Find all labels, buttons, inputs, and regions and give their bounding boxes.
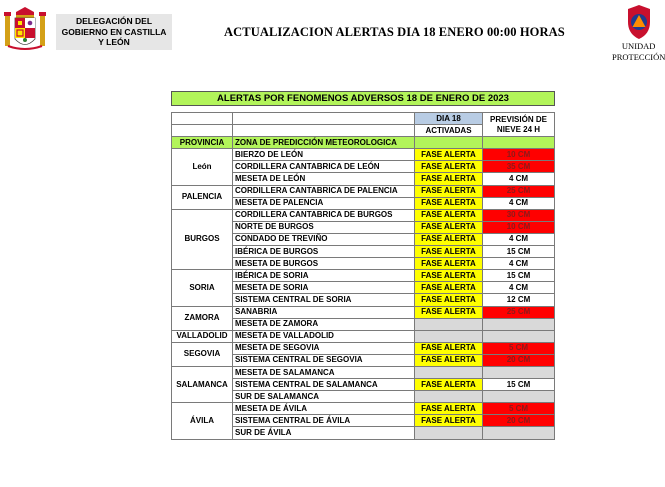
table-row <box>172 366 555 378</box>
alert-status <box>415 330 483 342</box>
spacer-row <box>172 106 555 113</box>
alert-status: FASE ALERTA <box>415 379 483 391</box>
zone-name: IBÉRICA DE SORIA <box>233 270 415 282</box>
snow-forecast: 20 CM <box>483 415 555 427</box>
snow-forecast: 15 CM <box>483 379 555 391</box>
alert-status: FASE ALERTA <box>415 403 483 415</box>
province-name: VALLADOLID <box>172 330 233 342</box>
header-row-1 <box>172 113 555 125</box>
alert-status: FASE ALERTA <box>415 270 483 282</box>
alert-status: FASE ALERTA <box>415 221 483 233</box>
civil-protection-logo-icon <box>624 4 654 40</box>
province-name: SALAMANCA <box>172 366 233 402</box>
delegation-name: DELEGACIÓN DEL GOBIERNO EN CASTILLA Y LEÓN <box>61 16 167 48</box>
zone-name: SISTEMA CENTRAL DE SEGOVIA <box>233 354 415 366</box>
snow-forecast <box>483 391 555 403</box>
snow-forecast <box>483 330 555 342</box>
snow-forecast: 15 CM <box>483 246 555 258</box>
alert-status: FASE ALERTA <box>415 258 483 270</box>
alert-status <box>415 427 483 439</box>
province-name: ÁVILA <box>172 403 233 439</box>
alert-status: FASE ALERTA <box>415 342 483 354</box>
zone-name: SISTEMA CENTRAL DE ÁVILA <box>233 415 415 427</box>
zone-name: MESETA DE BURGOS <box>233 258 415 270</box>
zone-name: SUR DE ÁVILA <box>233 427 415 439</box>
column-provincia: PROVINCIA <box>172 137 233 149</box>
table-row <box>172 270 555 282</box>
province-name: BURGOS <box>172 209 233 269</box>
province-name: ZAMORA <box>172 306 233 330</box>
column-header-row <box>172 137 555 149</box>
delegation-name-box <box>56 14 172 50</box>
zone-name: SISTEMA CENTRAL DE SALAMANCA <box>233 379 415 391</box>
table-row <box>172 306 555 318</box>
zone-name: CORDILLERA CANTABRICA DE PALENCIA <box>233 185 415 197</box>
alert-status: FASE ALERTA <box>415 185 483 197</box>
snow-forecast: 12 CM <box>483 294 555 306</box>
alert-status <box>415 366 483 378</box>
table-title-row <box>172 92 555 106</box>
alert-status: FASE ALERTA <box>415 306 483 318</box>
zone-name: CONDADO DE TREVIÑO <box>233 233 415 245</box>
dia-label: DIA 18 <box>415 113 483 125</box>
zone-name: BIERZO DE LEÓN <box>233 149 415 161</box>
alert-status: FASE ALERTA <box>415 209 483 221</box>
zone-name: MESETA DE SORIA <box>233 282 415 294</box>
snow-forecast <box>483 366 555 378</box>
snow-forecast: 10 CM <box>483 221 555 233</box>
snow-forecast <box>483 427 555 439</box>
unit-label-line-2: PROTECCIÓN <box>612 52 665 62</box>
snow-forecast: 4 CM <box>483 282 555 294</box>
alert-status: FASE ALERTA <box>415 246 483 258</box>
zone-name: MESETA DE ÁVILA <box>233 403 415 415</box>
unit-label-line-1: UNIDAD <box>621 41 656 51</box>
snow-forecast: 30 CM <box>483 209 555 221</box>
province-name: SORIA <box>172 270 233 306</box>
alert-status: FASE ALERTA <box>415 415 483 427</box>
snow-forecast: 4 CM <box>483 233 555 245</box>
snow-forecast: 4 CM <box>483 258 555 270</box>
prevision-label-2: NIEVE 24 H <box>496 124 541 134</box>
zone-name: CORDILLERA CANTABRICA DE BURGOS <box>233 209 415 221</box>
prevision-label-1: PREVISIÓN DE <box>490 114 547 124</box>
zone-name: MESETA DE VALLADOLID <box>233 330 415 342</box>
zone-name: MESETA DE PALENCIA <box>233 197 415 209</box>
zone-name: MESETA DE SALAMANCA <box>233 366 415 378</box>
activadas-label: ACTIVADAS <box>415 125 483 137</box>
zone-name: SISTEMA CENTRAL DE SORIA <box>233 294 415 306</box>
snow-forecast: 4 CM <box>483 173 555 185</box>
snow-forecast: 20 CM <box>483 354 555 366</box>
alert-status: FASE ALERTA <box>415 233 483 245</box>
zone-name: CORDILLERA CANTABRICA DE LEÓN <box>233 161 415 173</box>
alerts-table <box>171 91 555 440</box>
snow-forecast: 10 CM <box>483 149 555 161</box>
page-title: ACTUALIZACION ALERTAS DIA 18 ENERO 00:00 HORAS <box>224 25 565 39</box>
alert-status: FASE ALERTA <box>415 197 483 209</box>
zone-name: IBÉRICA DE BURGOS <box>233 246 415 258</box>
snow-forecast: 5 CM <box>483 342 555 354</box>
table-row <box>172 185 555 197</box>
table-row <box>172 209 555 221</box>
alert-status: FASE ALERTA <box>415 282 483 294</box>
zone-name: SANABRIA <box>233 306 415 318</box>
province-name: León <box>172 149 233 185</box>
column-zona: ZONA DE PREDICCIÓN METEOROLOGICA <box>233 137 415 149</box>
table-row <box>172 149 555 161</box>
zone-name: MESETA DE LEÓN <box>233 173 415 185</box>
alert-status <box>415 391 483 403</box>
table-row <box>172 403 555 415</box>
table-row <box>172 330 555 342</box>
zone-name: SUR DE SALAMANCA <box>233 391 415 403</box>
snow-forecast <box>483 318 555 330</box>
unit-label <box>612 41 665 63</box>
alert-status <box>415 318 483 330</box>
zone-name: NORTE DE BURGOS <box>233 221 415 233</box>
alert-status: FASE ALERTA <box>415 161 483 173</box>
snow-forecast: 15 CM <box>483 270 555 282</box>
snow-forecast: 25 CM <box>483 306 555 318</box>
spain-coat-of-arms-icon <box>2 6 48 54</box>
snow-forecast: 35 CM <box>483 161 555 173</box>
snow-forecast: 4 CM <box>483 197 555 209</box>
table-title: ALERTAS POR FENOMENOS ADVERSOS 18 DE ENERO DE 2023 <box>172 92 555 106</box>
zone-name: MESETA DE ZAMORA <box>233 318 415 330</box>
alert-status: FASE ALERTA <box>415 294 483 306</box>
alert-status: FASE ALERTA <box>415 173 483 185</box>
table-row <box>172 342 555 354</box>
province-name: SEGOVIA <box>172 342 233 366</box>
zone-name: MESETA DE SEGOVIA <box>233 342 415 354</box>
snow-forecast: 5 CM <box>483 403 555 415</box>
alert-status: FASE ALERTA <box>415 149 483 161</box>
alert-status: FASE ALERTA <box>415 354 483 366</box>
province-name: PALENCIA <box>172 185 233 209</box>
prevision-header <box>483 113 555 137</box>
snow-forecast: 25 CM <box>483 185 555 197</box>
